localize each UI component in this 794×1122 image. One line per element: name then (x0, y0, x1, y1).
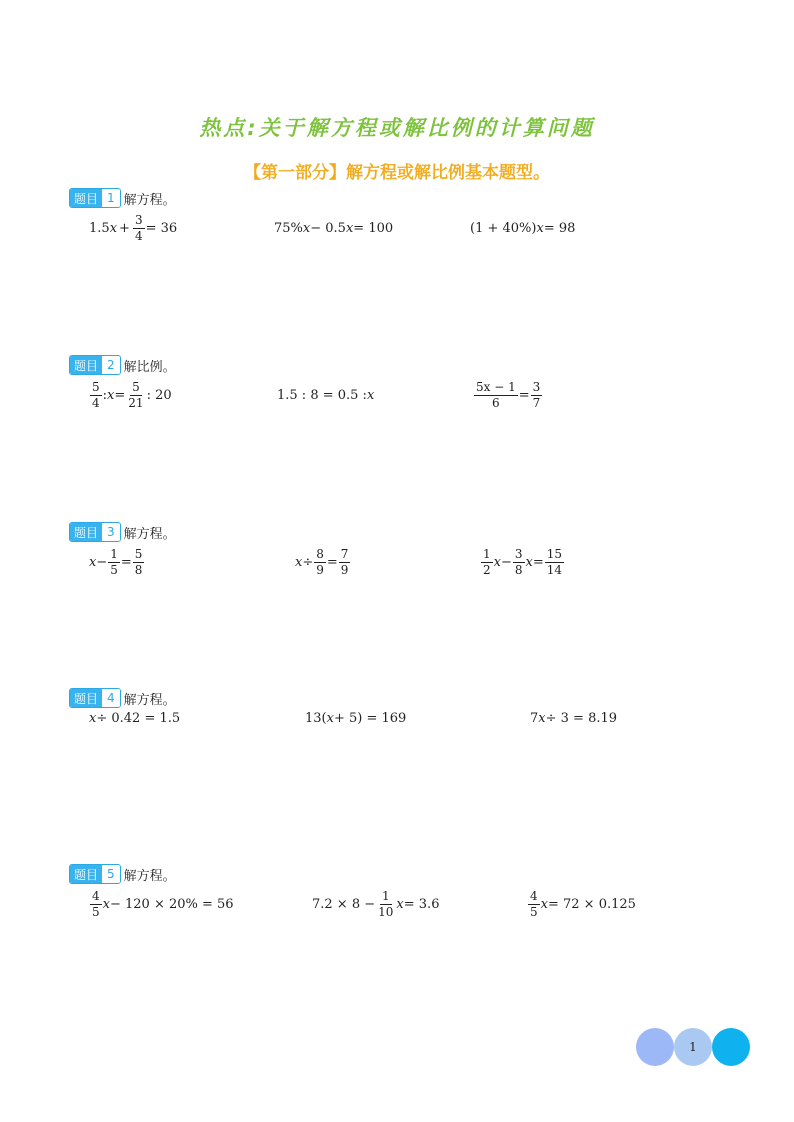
section-subtitle: 【第一部分】解方程或解比例基本题型。 (244, 163, 550, 183)
question-tag (69, 864, 121, 884)
question-number: 1 (102, 189, 120, 207)
equation-3c: $\frac{1}{2}$ x − $\frac{3}{8}$ x = $\frac{15}{14}$ (483, 546, 563, 577)
question-tag (69, 188, 121, 208)
decor-circle-left (636, 1028, 674, 1066)
page-number-badge (636, 1028, 752, 1068)
equation-4a: x ÷ 0.42 = 1.5 (89, 710, 181, 726)
question-2 (69, 355, 749, 415)
question-1 (69, 188, 749, 248)
page-number: 1 (674, 1028, 712, 1066)
question-number: 4 (102, 689, 120, 707)
equation-1c: (1 + 40%) x = 98 (470, 220, 576, 236)
question-instruction: 解方程。 (123, 192, 176, 208)
question-instruction: 解方程。 (123, 692, 176, 708)
question-instruction: 解比例。 (123, 359, 176, 375)
question-5 (69, 864, 749, 924)
question-number: 5 (102, 865, 120, 883)
decor-circle-right (712, 1028, 750, 1066)
equation-5c: $\frac{4}{5}$ x = 72 × 0.125 (530, 888, 636, 919)
equation-1b: 75% x − 0.5 x = 100 (274, 220, 394, 236)
question-tag-label: 题目 (70, 189, 102, 207)
question-tag (69, 522, 121, 542)
equation-2c: $\frac{5x - 1}{6}$ = $\frac{3}{7}$ (476, 379, 541, 410)
equation-5a: $\frac{4}{5}$ x − 120 × 20% = 56 (92, 888, 234, 919)
question-tag-label: 题目 (70, 865, 102, 883)
question-4 (69, 688, 749, 748)
question-tag (69, 355, 121, 375)
question-tag-label: 题目 (70, 689, 102, 707)
question-tag-label: 题目 (70, 523, 102, 541)
equation-5b: 7.2 × 8 − $\frac{1}{10}$ x = 3.6 (312, 888, 440, 919)
equation-2a: $\frac{5}{4}$ : x = $\frac{5}{21}$ : 20 (92, 379, 172, 410)
question-3 (69, 522, 749, 582)
page-title: 热点:关于解方程或解比例的计算问题 (199, 116, 595, 140)
question-tag-label: 题目 (70, 356, 102, 374)
equation-4b: 13( x + 5) = 169 (305, 710, 407, 726)
equation-3b: x ÷ $\frac{8}{9}$ = $\frac{7}{9}$ (295, 546, 349, 577)
question-number: 3 (102, 523, 120, 541)
equation-4c: 7 x ÷ 3 = 8.19 (530, 710, 618, 726)
equation-1a: 1.5 x + $\frac{3}{4}$ = 36 (89, 212, 178, 243)
question-instruction: 解方程。 (123, 526, 176, 542)
question-instruction: 解方程。 (123, 868, 176, 884)
question-number: 2 (102, 356, 120, 374)
equation-3a: x − $\frac{1}{5}$ = $\frac{5}{8}$ (89, 546, 143, 577)
equation-2b: 1.5 : 8 = 0.5 : x (277, 387, 375, 403)
